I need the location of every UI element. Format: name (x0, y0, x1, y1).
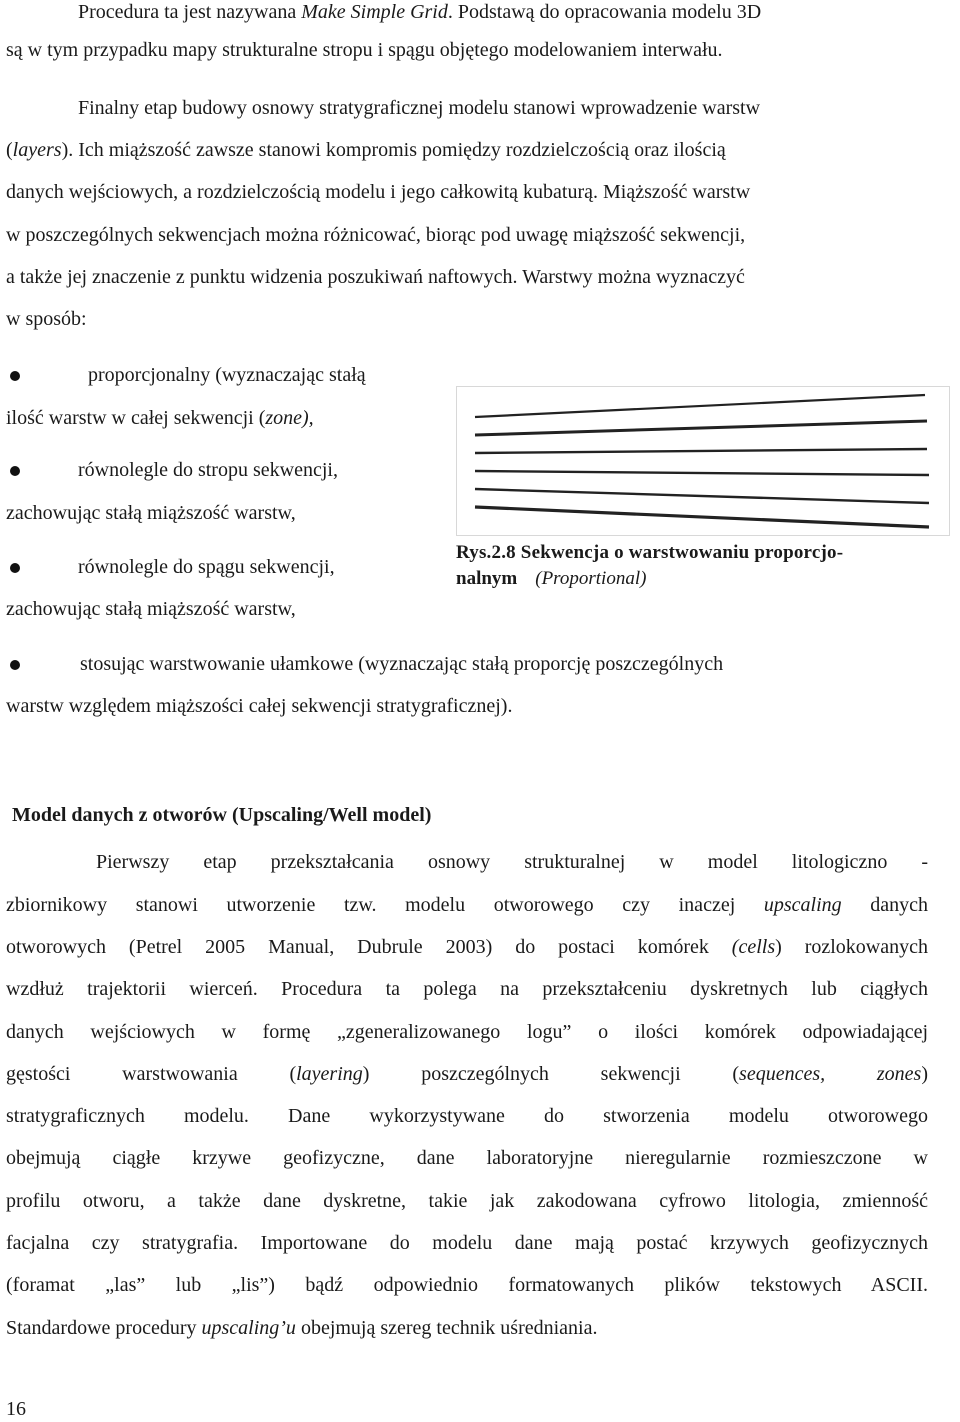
text: Procedura ta jest nazywana (78, 1, 302, 23)
bullet-4-line-1: stosując warstwowanie ułamkowe (wyznaczając stałą proporcję poszczególnych (80, 653, 724, 675)
layering-diagram (457, 387, 949, 535)
bullet-2-line-1: równolegle do stropu sekwencji, (78, 459, 338, 481)
paragraph-2-line-3: danych wejściowych, a rozdzielczością modelu i jego całkowitą kubaturą. Miąższość warstw (6, 181, 751, 203)
text: zbiornikowy stanowi utworzenie tzw. modelu otworowego czy inaczej (6, 894, 764, 916)
paragraph-1-line-1 (78, 0, 761, 24)
paragraph-2-line-1: Finalny etap budowy osnowy stratygraficznej modelu stanowi wprowadzenie warstw (78, 97, 761, 119)
section-line-6 (6, 1062, 928, 1086)
section-line-1: Pierwszy etap przekształcania osnowy strukturalnej w model litologiczno - (96, 851, 928, 873)
section-line-2 (6, 893, 928, 917)
text: Standardowe procedury (6, 1317, 202, 1339)
layer-boundary (475, 507, 929, 527)
bullet-4-line-2: warstw względem miąższości całej sekwencji stratygraficznej). (6, 695, 513, 717)
figure-caption-line-2 (456, 568, 646, 590)
bullet-icon (10, 466, 20, 476)
italic-term: layering (296, 1063, 363, 1085)
italic-term: layers (12, 139, 62, 161)
paragraph-2-line-5: a także jej znaczenie z punktu widzenia poszukiwań naftowych. Warstwy można wyznaczyć (6, 266, 745, 288)
bullet-1-line-1: proporcjonalny (wyznaczając stałą (88, 364, 366, 386)
italic-term: (cells (731, 936, 776, 958)
layer-boundary (475, 489, 929, 503)
bullet-3-line-2: zachowując stałą miąższość warstw, (6, 598, 296, 620)
paragraph-1-line-2: są w tym przypadku mapy strukturalne stropu i spągu objętego modelowaniem interwału. (6, 39, 723, 61)
caption-italic: (Proportional) (535, 568, 647, 589)
figure-caption-line-1: Rys.2.8 Sekwencja o warstwowaniu proporcjo- (456, 542, 844, 563)
paragraph-2-line-2 (6, 138, 726, 162)
caption-text: nalnym (456, 568, 518, 589)
layer-boundary (475, 471, 929, 475)
text: ) rozlokowanych (775, 936, 929, 958)
figure-proportional-layering (456, 386, 950, 536)
section-heading: Model danych z otworów (Upscaling/Well model) (12, 804, 432, 826)
italic-term: upscaling’u (201, 1317, 296, 1339)
section-line-11: (foramat „las” lub „lis”) bądź odpowiednio formatowanych plików tekstowych ASCII. (6, 1274, 928, 1296)
text: otworowych (Petrel 2005 Manual, Dubrule 2003) do postaci komórek (6, 936, 732, 958)
section-line-8: obejmują ciągłe krzywe geofizyczne, dane laboratoryjne nieregularnie rozmieszczone w (6, 1147, 928, 1169)
italic-term: sequences, zones (739, 1063, 922, 1085)
layer-boundary (475, 421, 927, 435)
text: ). Ich miąższość zawsze stanowi kompromis pomiędzy rozdzielczością oraz ilością (61, 139, 726, 161)
text: danych (841, 894, 928, 916)
bullet-3-line-1: równolegle do spągu sekwencji, (78, 556, 335, 578)
text: gęstości warstwowania ( (6, 1063, 297, 1085)
section-line-10: facjalna czy stratygrafia. Importowane do modelu dane mają postać krzywych geofizycznych (6, 1232, 928, 1254)
text: ( (6, 139, 13, 161)
text: ilość warstw w całej sekwencji ( (6, 407, 266, 429)
page-number: 16 (6, 1398, 26, 1420)
text: ) poszczególnych sekwencji ( (362, 1063, 740, 1085)
paragraph-2-line-6: w sposób: (6, 308, 87, 330)
section-line-9: profilu otworu, a także dane dyskretne, takie jak zakodowana cyfrowo litologia, zmienność (6, 1190, 928, 1212)
section-line-12 (6, 1316, 598, 1340)
italic-term: upscaling (763, 894, 842, 916)
section-line-4: wzdłuż trajektorii wierceń. Procedura ta polega na przekształceniu dyskretnych lub ciągłych (6, 978, 928, 1000)
text: obejmują szereg technik uśredniania. (295, 1317, 598, 1339)
bullet-2-line-2: zachowując stałą miąższość warstw, (6, 502, 296, 524)
bullet-icon (10, 371, 20, 381)
bullet-1-line-2 (6, 406, 314, 430)
paragraph-2-line-4: w poszczególnych sekwencjach można różnicować, biorąc pod uwagę miąższość sekwencji, (6, 224, 746, 246)
section-line-5: danych wejściowych w formę „zgeneralizowanego logu” o ilości komórek odpowiadającej (6, 1021, 928, 1043)
text: . Podstawą do opracowania modelu 3D (447, 1, 762, 23)
italic-term: zone), (265, 407, 314, 429)
section-line-3 (6, 935, 928, 959)
italic-term: Make Simple Grid (301, 1, 448, 23)
section-line-7: stratygraficznych modelu. Dane wykorzystywane do stworzenia modelu otworowego (6, 1105, 928, 1127)
layer-boundary (475, 395, 925, 417)
bullet-icon (10, 563, 20, 573)
bullet-icon (10, 660, 20, 670)
text: ) (921, 1063, 928, 1085)
layer-boundary (475, 449, 927, 453)
